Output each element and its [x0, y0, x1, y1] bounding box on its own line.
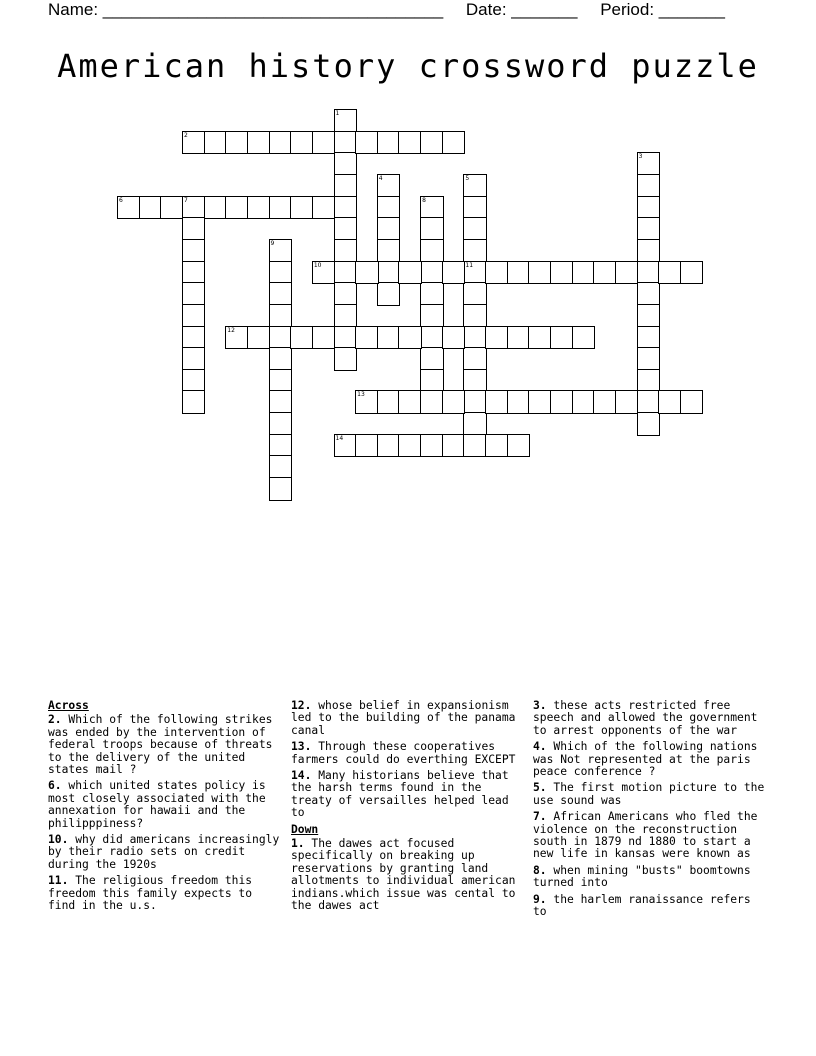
crossword-cell[interactable]	[528, 261, 552, 285]
crossword-cell[interactable]	[637, 326, 661, 350]
clue-text: Which of the following nations was Not represented at the paris peace conference ?	[533, 740, 758, 779]
crossword-cell[interactable]	[637, 239, 661, 263]
crossword-cell[interactable]	[442, 326, 466, 350]
crossword-cell[interactable]	[637, 217, 661, 241]
crossword-cell[interactable]	[463, 326, 487, 350]
crossword-cell[interactable]	[463, 174, 487, 198]
name-field-label[interactable]: Name: ____________________________________	[48, 0, 444, 19]
clue-down-9	[533, 894, 769, 919]
clue-across-2	[48, 714, 280, 776]
crossword-cell[interactable]	[182, 326, 206, 350]
crossword-cell[interactable]	[420, 282, 444, 306]
crossword-cell[interactable]	[334, 152, 358, 176]
crossword-cell[interactable]	[377, 282, 401, 306]
clue-text: The dawes act focused specifically on breaking up reservations by granting land allotments to individual american indians.which issue was cental to the dawes act	[291, 837, 516, 913]
crossword-cell[interactable]	[398, 390, 422, 414]
crossword-cell[interactable]	[182, 390, 206, 414]
clue-down-3	[533, 700, 769, 737]
clue-text: the harlem ranaissance refers to	[533, 892, 751, 919]
crossword-cell[interactable]	[637, 412, 661, 436]
crossword-cell[interactable]	[225, 131, 249, 155]
crossword-cell[interactable]	[377, 217, 401, 241]
crossword-cell[interactable]	[355, 131, 379, 155]
crossword-cell[interactable]	[528, 326, 552, 350]
cell-number: 7	[183, 196, 188, 204]
crossword-cell[interactable]	[485, 390, 509, 414]
crossword-grid	[0, 0, 816, 520]
crossword-cell[interactable]	[290, 131, 314, 155]
crossword-cell[interactable]	[377, 131, 401, 155]
period-field-label[interactable]: Period: _______	[600, 0, 725, 19]
crossword-cell[interactable]	[355, 390, 379, 414]
clue-number: 4.	[533, 740, 547, 754]
clue-down-7	[533, 811, 769, 861]
crossword-cell[interactable]	[463, 304, 487, 328]
crossword-cell[interactable]	[507, 326, 531, 350]
crossword-cell[interactable]	[334, 217, 358, 241]
cell-number: 14	[335, 434, 344, 442]
crossword-cell[interactable]	[269, 434, 293, 458]
crossword-cell[interactable]	[247, 131, 271, 155]
crossword-cell[interactable]	[204, 196, 228, 220]
crossword-cell[interactable]	[637, 282, 661, 306]
crossword-cell[interactable]	[377, 261, 401, 285]
crossword-cell[interactable]	[637, 152, 661, 176]
clue-across-6	[48, 780, 280, 830]
clue-down-1	[291, 838, 523, 912]
clue-text: which united states policy is most closely associated with the annexation for hawaii and the philipppiness?	[48, 779, 266, 830]
crossword-cell[interactable]	[572, 326, 596, 350]
clue-number: 14.	[291, 769, 312, 783]
crossword-cell[interactable]	[312, 261, 336, 285]
crossword-cell[interactable]	[160, 196, 184, 220]
clues-column-1	[48, 700, 280, 917]
cell-number: 9	[270, 239, 275, 247]
crossword-cell[interactable]	[182, 239, 206, 263]
crossword-cell[interactable]	[334, 304, 358, 328]
crossword-cell[interactable]	[182, 217, 206, 241]
crossword-cell[interactable]	[420, 196, 444, 220]
crossword-cell[interactable]	[182, 347, 206, 371]
crossword-cell[interactable]	[377, 239, 401, 263]
crossword-cell[interactable]	[182, 369, 206, 393]
across-heading: Across	[48, 699, 89, 712]
crossword-cell[interactable]	[463, 261, 487, 285]
crossword-cell[interactable]	[485, 261, 509, 285]
crossword-cell[interactable]	[507, 390, 531, 414]
crossword-cell[interactable]	[615, 261, 639, 285]
down-heading: Down	[291, 822, 319, 836]
crossword-cell[interactable]	[398, 261, 422, 285]
crossword-cell[interactable]	[269, 326, 293, 350]
crossword-cell[interactable]	[269, 282, 293, 306]
clue-across-11	[48, 875, 280, 912]
cell-number: 11	[465, 261, 474, 269]
crossword-cell[interactable]	[312, 326, 336, 350]
crossword-cell[interactable]	[550, 261, 574, 285]
crossword-cell[interactable]	[463, 369, 487, 393]
crossword-cell[interactable]	[334, 196, 358, 220]
crossword-cell[interactable]	[420, 347, 444, 371]
crossword-cell[interactable]	[182, 282, 206, 306]
clue-text: when mining "busts" boomtowns turned into	[533, 863, 751, 890]
crossword-cell[interactable]	[377, 196, 401, 220]
clue-number: 2.	[48, 713, 62, 727]
crossword-cell[interactable]	[269, 196, 293, 220]
crossword-cell[interactable]	[528, 390, 552, 414]
crossword-cell[interactable]	[269, 455, 293, 479]
clue-text: African Americans who fled the violence on the reconstruction south in 1879 nd 1880 to start a new life in kansas were known as	[533, 810, 758, 861]
crossword-cell[interactable]	[463, 239, 487, 263]
crossword-cell[interactable]	[420, 261, 444, 285]
crossword-cell[interactable]	[572, 390, 596, 414]
crossword-cell[interactable]	[442, 434, 466, 458]
crossword-cell[interactable]	[269, 304, 293, 328]
crossword-cell[interactable]	[593, 261, 617, 285]
crossword-cell[interactable]	[507, 261, 531, 285]
cell-number: 5	[465, 174, 470, 182]
crossword-cell[interactable]	[550, 326, 574, 350]
clue-text: why did americans increasingly by their radio sets on credit during the 1920s	[48, 833, 280, 871]
crossword-cell[interactable]	[334, 239, 358, 263]
crossword-cell[interactable]	[117, 196, 141, 220]
clue-number: 11.	[48, 874, 69, 888]
crossword-cell[interactable]	[334, 109, 358, 133]
crossword-cell[interactable]	[269, 131, 293, 155]
crossword-cell[interactable]	[658, 261, 682, 285]
crossword-cell[interactable]	[507, 434, 531, 458]
crossword-cell[interactable]	[334, 282, 358, 306]
clue-number: 3.	[533, 699, 547, 712]
crossword-cell[interactable]	[637, 174, 661, 198]
crossword-cell[interactable]	[247, 326, 271, 350]
clue-text: The religious freedom this freedom this family expects to find in the u.s.	[48, 874, 253, 913]
crossword-cell[interactable]	[355, 261, 379, 285]
crossword-cell[interactable]	[442, 261, 466, 285]
clues-column-3	[533, 700, 769, 923]
crossword-cell[interactable]	[290, 196, 314, 220]
clue-down-8	[533, 865, 769, 890]
clue-across-13	[291, 741, 523, 766]
clue-text: Through these cooperatives farmers could do everthing EXCEPT	[291, 740, 516, 766]
cell-number: 4	[378, 174, 383, 182]
crossword-cell[interactable]	[334, 347, 358, 371]
crossword-cell[interactable]	[247, 196, 271, 220]
clue-text: Many historians believe that the harsh terms found in the treaty of versailles helped lead to	[291, 769, 509, 820]
clue-number: 7.	[533, 810, 547, 824]
crossword-cell[interactable]	[420, 369, 444, 393]
cell-number: 2	[183, 131, 188, 139]
crossword-cell[interactable]	[269, 369, 293, 393]
cell-number: 12	[227, 326, 235, 334]
clue-text: Which of the following strikes was ended by the intervention of federal troops because of threats to the delivery of the united states mail ?	[48, 713, 273, 777]
crossword-cell[interactable]	[463, 196, 487, 220]
cell-number: 10	[313, 261, 322, 269]
crossword-cell[interactable]	[334, 434, 358, 458]
crossword-cell[interactable]	[225, 196, 249, 220]
crossword-cell[interactable]	[398, 434, 422, 458]
crossword-cell[interactable]	[463, 434, 487, 458]
crossword-cell[interactable]	[637, 369, 661, 393]
cell-number: 6	[119, 196, 123, 204]
crossword-cell[interactable]	[269, 239, 293, 263]
crossword-cell[interactable]	[463, 217, 487, 241]
crossword-cell[interactable]	[463, 347, 487, 371]
clues-column-2	[291, 700, 523, 917]
crossword-cell[interactable]	[420, 434, 444, 458]
crossword-cell[interactable]	[463, 390, 487, 414]
crossword-cell[interactable]	[593, 390, 617, 414]
clue-across-14	[291, 770, 523, 820]
crossword-cell[interactable]	[420, 131, 444, 155]
crossword-cell[interactable]	[615, 390, 639, 414]
clue-number: 9.	[533, 892, 547, 906]
crossword-cell[interactable]	[269, 347, 293, 371]
crossword-cell[interactable]	[377, 326, 401, 350]
clue-text: whose belief in expansionism led to the building of the panama canal	[291, 699, 516, 737]
date-field-label[interactable]: Date: _______	[465, 0, 578, 19]
clue-text: The first motion picture to the use sound was	[533, 781, 765, 807]
crossword-cell[interactable]	[463, 282, 487, 306]
crossword-cell[interactable]	[485, 326, 509, 350]
clue-number: 1.	[291, 837, 305, 851]
cell-number: 8	[422, 196, 426, 204]
crossword-cell[interactable]	[334, 131, 358, 155]
crossword-cell[interactable]	[398, 326, 422, 350]
crossword-cell[interactable]	[420, 239, 444, 263]
clue-down-4	[533, 741, 769, 778]
crossword-cell[interactable]	[463, 412, 487, 436]
crossword-cell[interactable]	[182, 131, 206, 155]
clue-number: 10.	[48, 833, 69, 847]
crossword-cell[interactable]	[550, 390, 574, 414]
crossword-cell[interactable]	[355, 326, 379, 350]
crossword-cell[interactable]	[420, 326, 444, 350]
crossword-cell[interactable]	[355, 434, 379, 458]
crossword-cell[interactable]	[420, 217, 444, 241]
crossword-cell[interactable]	[334, 326, 358, 350]
clue-number: 5.	[533, 781, 547, 795]
crossword-cell[interactable]	[377, 174, 401, 198]
crossword-cell[interactable]	[572, 261, 596, 285]
crossword-cell[interactable]	[377, 390, 401, 414]
crossword-cell[interactable]	[269, 477, 293, 501]
crossword-cell[interactable]	[182, 261, 206, 285]
crossword-cell[interactable]	[334, 261, 358, 285]
crossword-cell[interactable]	[139, 196, 163, 220]
crossword-cell[interactable]	[637, 261, 661, 285]
clue-number: 12.	[291, 699, 312, 712]
crossword-cell[interactable]	[680, 390, 704, 414]
crossword-cell[interactable]	[420, 304, 444, 328]
clue-across-12	[291, 700, 523, 737]
crossword-cell[interactable]	[442, 390, 466, 414]
crossword-cell[interactable]	[485, 434, 509, 458]
cell-number: 3	[638, 153, 643, 161]
clue-number: 6.	[48, 779, 62, 793]
crossword-cell[interactable]	[312, 131, 336, 155]
crossword-cell[interactable]	[269, 390, 293, 414]
crossword-cell[interactable]	[182, 304, 206, 328]
page-title: American history crossword puzzle	[57, 47, 759, 85]
crossword-cell[interactable]	[398, 131, 422, 155]
crossword-cell[interactable]	[269, 261, 293, 285]
clue-down-5	[533, 782, 769, 807]
clue-across-10	[48, 834, 280, 871]
crossword-cell[interactable]	[182, 196, 206, 220]
crossword-cell[interactable]	[637, 347, 661, 371]
crossword-cell[interactable]	[658, 390, 682, 414]
crossword-cell[interactable]	[204, 131, 228, 155]
clue-text: these acts restricted free speech and allowed the government to arrest opponents of the war	[533, 699, 758, 737]
crossword-cell[interactable]	[637, 304, 661, 328]
crossword-cell[interactable]	[290, 326, 314, 350]
crossword-cell[interactable]	[225, 326, 249, 350]
crossword-cell[interactable]	[637, 196, 661, 220]
crossword-cell[interactable]	[680, 261, 704, 285]
crossword-cell[interactable]	[377, 434, 401, 458]
crossword-cell[interactable]	[420, 390, 444, 414]
clue-number: 13.	[291, 740, 312, 754]
crossword-cell[interactable]	[312, 196, 336, 220]
clue-number: 8.	[533, 863, 547, 877]
cell-number: 1	[335, 110, 340, 117]
crossword-cell[interactable]	[334, 174, 358, 198]
crossword-cell[interactable]	[637, 390, 661, 414]
cell-number: 13	[357, 391, 365, 399]
crossword-cell[interactable]	[269, 412, 293, 436]
crossword-cell[interactable]	[442, 131, 466, 155]
